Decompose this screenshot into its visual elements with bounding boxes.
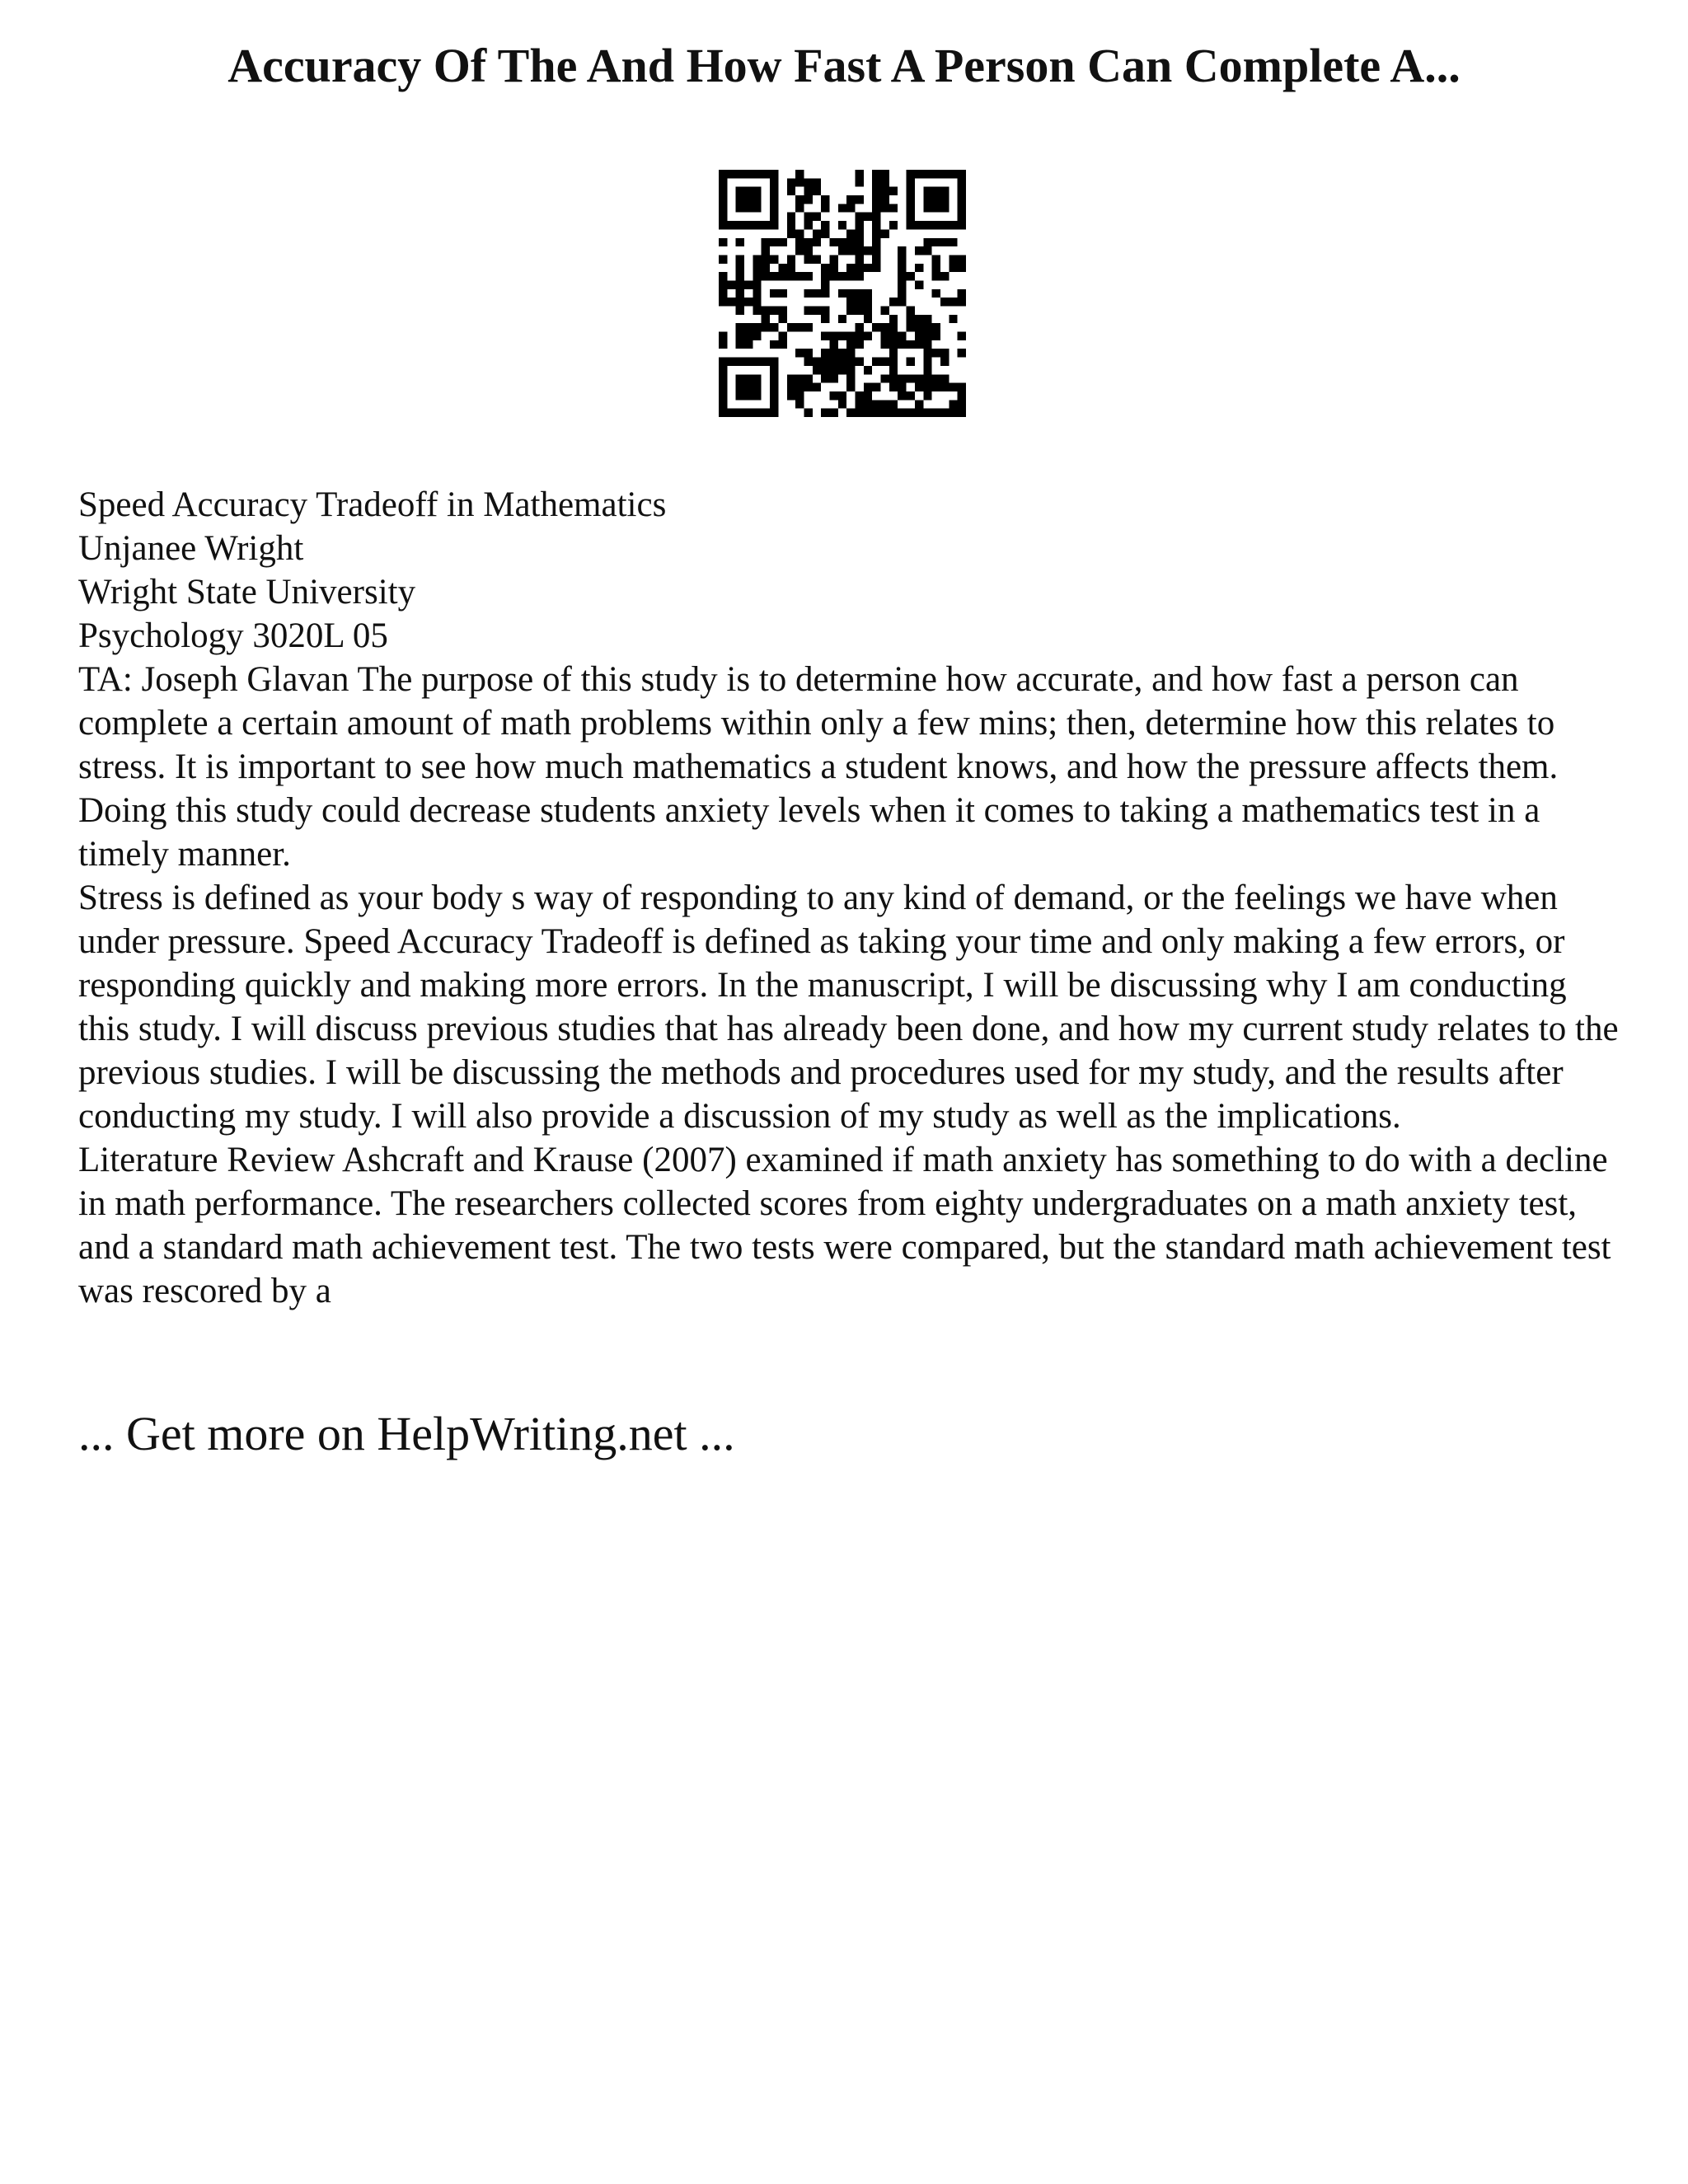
paper-title-line: Speed Accuracy Tradeoff in Mathematics bbox=[78, 485, 667, 524]
paragraph: Literature Review Ashcraft and Krause (2007) examined if math anxiety has something to do with a decline in math performance. The researchers collected scores from eighty undergraduates on a math anxiety test, and a standard math achievement test. The two tests were compared, but the standard math achievement test was rescored by a bbox=[78, 1141, 1611, 1310]
get-more-link[interactable]: ... Get more on HelpWriting.net ... bbox=[78, 1407, 735, 1460]
course-line: Psychology 3020L 05 bbox=[78, 616, 388, 655]
paragraph: TA: Joseph Glavan The purpose of this study is to determine how accurate, and how fast a person can complete a certain amount of math problems within only a few mins; then, determine how this relates to stress. It is important to see how much mathematics a student knows, and how the pressure affects them. Doing this study could decrease students anxiety levels when it comes to taking a mathematics test in a timely manner. bbox=[78, 660, 1559, 874]
qr-code-icon bbox=[719, 170, 966, 417]
document-title: Accuracy Of The And How Fast A Person Can Complete A... bbox=[227, 39, 1461, 92]
paragraph: Stress is defined as your body s way of responding to any kind of demand, or the feelings we have when under pressure. Speed Accuracy Tradeoff is defined as taking your time and only making a few errors, or responding quickly and making more errors. In the manuscript, I will be discussing why I am conducting this study. I will discuss previous studies that has already been done, and how my current study relates to the previous studies. I will be discussing the methods and procedures used for my study, and the results after conducting my study. I will also provide a discussion of my study as well as the implications. bbox=[78, 879, 1619, 1136]
author-line: Unjanee Wright bbox=[78, 529, 304, 568]
institution-line: Wright State University bbox=[78, 573, 416, 612]
document-body bbox=[78, 483, 1620, 1313]
